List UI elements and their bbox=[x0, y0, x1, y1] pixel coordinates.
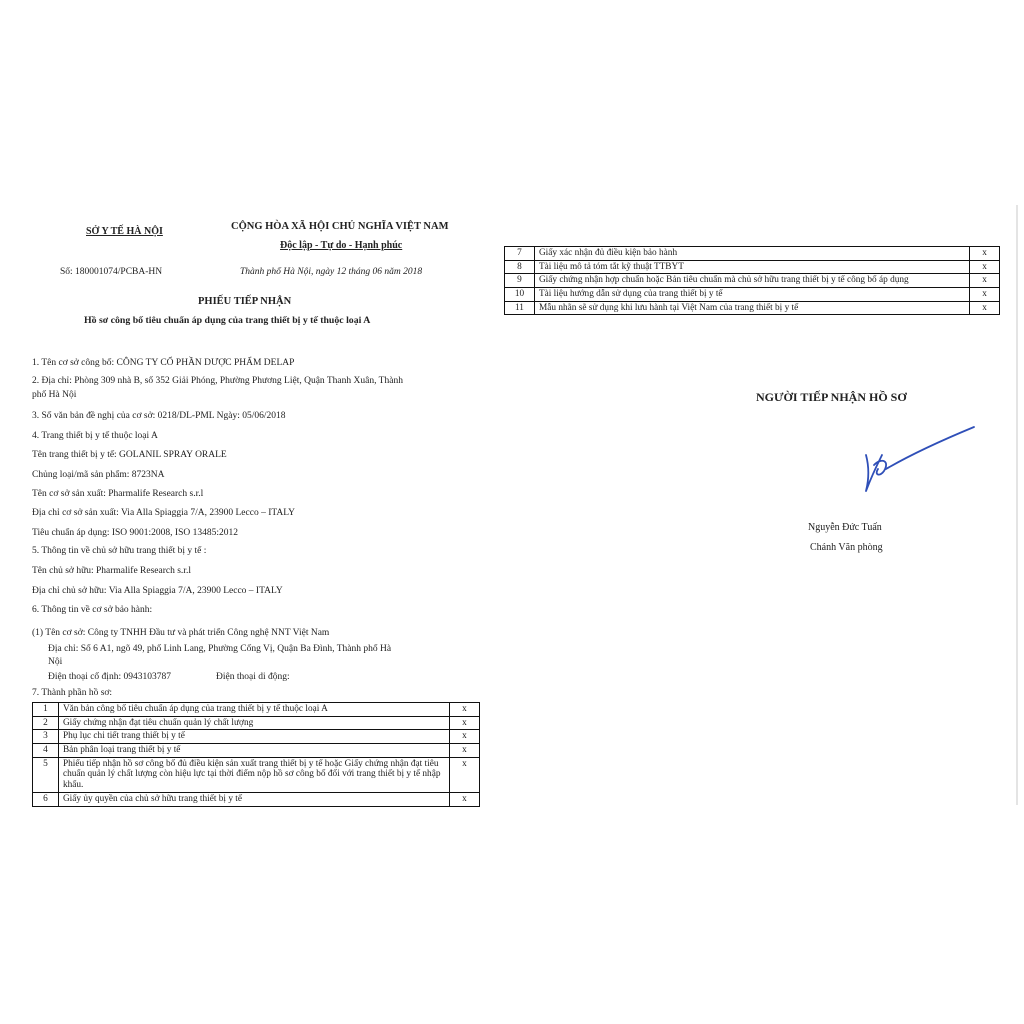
row-text: Giấy chứng nhận đạt tiêu chuẩn quản lý chất lượng bbox=[58, 716, 449, 730]
row-mark: x bbox=[970, 274, 1000, 288]
owner-address-line: Địa chỉ chủ sở hữu: Via Alla Spiaggia 7/A, 23900 Lecco – ITALY bbox=[32, 586, 283, 596]
owner-info-line: 5. Thông tin về chủ sở hữu trang thiết bị y tế : bbox=[32, 546, 207, 556]
manufacturer-line: Tên cơ sở sản xuất: Pharmalife Research s.r.l bbox=[32, 489, 204, 499]
row-mark: x bbox=[450, 730, 480, 744]
facility-name-line: 1. Tên cơ sở công bố: CÔNG TY CỔ PHẦN DƯỢC PHẨM DELAP bbox=[32, 358, 295, 368]
row-text: Mẫu nhãn sẽ sử dụng khi lưu hành tại Việt Nam của trang thiết bị y tế bbox=[534, 301, 969, 315]
motto: Độc lập - Tự do - Hạnh phúc bbox=[280, 240, 403, 251]
row-number: 2 bbox=[33, 716, 59, 730]
row-number: 7 bbox=[505, 247, 535, 261]
row-number: 4 bbox=[33, 744, 59, 758]
row-mark: x bbox=[970, 247, 1000, 261]
row-text: Giấy chứng nhận hợp chuẩn hoặc Bản tiêu chuẩn mà chủ sở hữu trang thiết bị y tế công bố áp dụng bbox=[534, 274, 969, 288]
document-subtitle: Hồ sơ công bố tiêu chuẩn áp dụng của trang thiết bị y tế thuộc loại A bbox=[84, 315, 371, 326]
row-mark: x bbox=[450, 716, 480, 730]
table-row bbox=[33, 730, 480, 744]
row-mark: x bbox=[450, 744, 480, 758]
row-text: Bản phân loại trang thiết bị y tế bbox=[58, 744, 449, 758]
dossier-table-right bbox=[504, 246, 1000, 315]
device-class-line: 4. Trang thiết bị y tế thuộc loại A bbox=[32, 431, 158, 441]
row-text: Giấy ủy quyền của chủ sở hữu trang thiết bị y tế bbox=[58, 792, 449, 806]
row-text: Phụ lục chi tiết trang thiết bị y tế bbox=[58, 730, 449, 744]
row-number: 8 bbox=[505, 260, 535, 274]
mobile-phone: Điện thoại di động: bbox=[216, 672, 290, 682]
table-row bbox=[505, 260, 1000, 274]
manufacturer-address-line: Địa chỉ cơ sở sản xuất: Via Alla Spiaggia 7/A, 23900 Lecco – ITALY bbox=[32, 508, 295, 518]
address-line: 2. Địa chỉ: Phòng 309 nhà B, số 352 Giải Phóng, Phường Phương Liệt, Quận Thanh Xuân, Thành bbox=[32, 376, 403, 386]
row-mark: x bbox=[970, 301, 1000, 315]
owner-name-line: Tên chủ sở hữu: Pharmalife Research s.r.l bbox=[32, 566, 191, 576]
table-row bbox=[505, 301, 1000, 315]
signer-name: Nguyễn Đức Tuấn bbox=[808, 522, 882, 533]
device-name-line: Tên trang thiết bị y tế: GOLANIL SPRAY ORALE bbox=[32, 450, 227, 460]
row-number: 6 bbox=[33, 792, 59, 806]
row-text: Giấy xác nhận đủ điều kiện bảo hành bbox=[534, 247, 969, 261]
dossier-table-left bbox=[32, 702, 480, 807]
landline-phone: Điện thoại cố định: 0943103787 bbox=[48, 672, 171, 682]
table-row bbox=[505, 274, 1000, 288]
page-edge bbox=[1016, 205, 1018, 805]
table-row bbox=[33, 703, 480, 717]
row-mark: x bbox=[970, 260, 1000, 274]
handwritten-signature bbox=[860, 425, 980, 500]
warranty-address-line-cont: Nội bbox=[48, 657, 63, 667]
row-text: Tài liệu mô tả tóm tắt kỹ thuật TTBYT bbox=[534, 260, 969, 274]
standards-line: Tiêu chuẩn áp dụng: ISO 9001:2008, ISO 13485:2012 bbox=[32, 528, 239, 538]
table-row bbox=[505, 288, 1000, 302]
nation-title: CỘNG HÒA XÃ HỘI CHỦ NGHĨA VIỆT NAM bbox=[231, 221, 449, 232]
row-mark: x bbox=[450, 703, 480, 717]
address-line-cont: phố Hà Nội bbox=[32, 390, 77, 400]
row-mark: x bbox=[450, 757, 480, 792]
signer-role: Chánh Văn phòng bbox=[810, 542, 883, 553]
row-number: 11 bbox=[505, 301, 535, 315]
request-number-line: 3. Số văn bản đề nghị của cơ sở: 0218/DL-PML Ngày: 05/06/2018 bbox=[32, 411, 286, 421]
row-number: 9 bbox=[505, 274, 535, 288]
row-text: Văn bản công bố tiêu chuẩn áp dụng của trang thiết bị y tế thuộc loại A bbox=[58, 703, 449, 717]
dossier-components-line: 7. Thành phần hồ sơ: bbox=[32, 688, 113, 698]
warranty-info-line: 6. Thông tin về cơ sở bảo hành: bbox=[32, 605, 153, 615]
document-number: Số: 180001074/PCBA-HN bbox=[60, 267, 163, 277]
row-number: 3 bbox=[33, 730, 59, 744]
warranty-address-line: Địa chỉ: Số 6 A1, ngõ 49, phố Linh Lang, Phường Cống Vị, Quận Ba Đình, Thành phố Hà bbox=[48, 644, 392, 654]
table-row bbox=[505, 247, 1000, 261]
department-name: SỞ Y TẾ HÀ NỘI bbox=[86, 226, 163, 237]
row-number: 5 bbox=[33, 757, 59, 792]
receiver-title: NGƯỜI TIẾP NHẬN HỒ SƠ bbox=[756, 390, 907, 404]
row-mark: x bbox=[450, 792, 480, 806]
table-row bbox=[33, 792, 480, 806]
table-row bbox=[33, 716, 480, 730]
product-code-line: Chủng loại/mã sản phẩm: 8723NA bbox=[32, 470, 165, 480]
row-text: Tài liệu hướng dẫn sử dụng của trang thiết bị y tế bbox=[534, 288, 969, 302]
table-row bbox=[33, 744, 480, 758]
document-title: PHIẾU TIẾP NHẬN bbox=[198, 296, 292, 307]
table-row bbox=[33, 757, 480, 792]
row-mark: x bbox=[970, 288, 1000, 302]
row-number: 10 bbox=[505, 288, 535, 302]
place-date: Thành phố Hà Nội, ngày 12 tháng 06 năm 2018 bbox=[240, 267, 423, 277]
row-number: 1 bbox=[33, 703, 59, 717]
row-text: Phiếu tiếp nhận hồ sơ công bố đủ điều kiện sản xuất trang thiết bị y tế hoặc Giấy chứng nhận đạt tiêu chuẩn quản lý chất lượng còn hiệu lực tại thời điểm nộp hồ sơ công bố đối với trang thiết bị y tế nhập khẩu. bbox=[58, 757, 449, 792]
warranty-facility-line: (1) Tên cơ sở: Công ty TNHH Đầu tư và phát triển Công nghệ NNT Việt Nam bbox=[32, 628, 330, 638]
